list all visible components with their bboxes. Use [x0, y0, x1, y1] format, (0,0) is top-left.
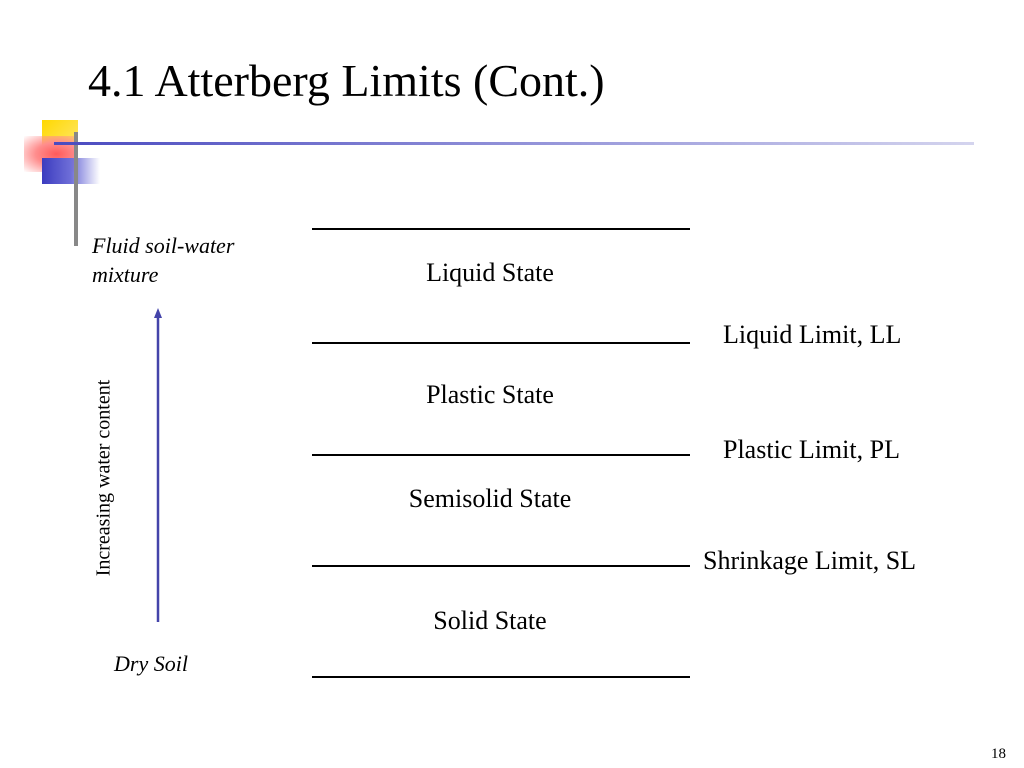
- solid-state-label: Solid State: [433, 606, 547, 635]
- water-content-axis-label: Increasing water content: [92, 379, 115, 577]
- liquid-limit-line: [312, 342, 690, 344]
- shrinkage-limit-line: [312, 565, 690, 567]
- title-underline: [54, 142, 974, 145]
- fluid-mixture-label: Fluid soil-water mixture: [92, 233, 235, 287]
- up-arrow-icon: [148, 308, 168, 624]
- slide-title: 4.1 Atterberg Limits (Cont.): [88, 55, 605, 106]
- plastic-limit-line: [312, 454, 690, 456]
- decor-blue-bar: [42, 158, 100, 184]
- top-boundary-line: [312, 228, 690, 230]
- bottom-boundary-line: [312, 676, 690, 678]
- shrinkage-limit-label: Shrinkage Limit, SL: [703, 546, 917, 575]
- liquid-state-label: Liquid State: [426, 258, 554, 287]
- plastic-limit-label: Plastic Limit, PL: [723, 435, 900, 464]
- page-number: 18: [991, 746, 1006, 762]
- dry-soil-label: Dry Soil: [114, 651, 188, 676]
- liquid-limit-label: Liquid Limit, LL: [723, 320, 902, 349]
- semisolid-state-label: Semisolid State: [408, 484, 572, 513]
- plastic-state-label: Plastic State: [426, 380, 554, 409]
- decor-vertical-line: [74, 132, 78, 246]
